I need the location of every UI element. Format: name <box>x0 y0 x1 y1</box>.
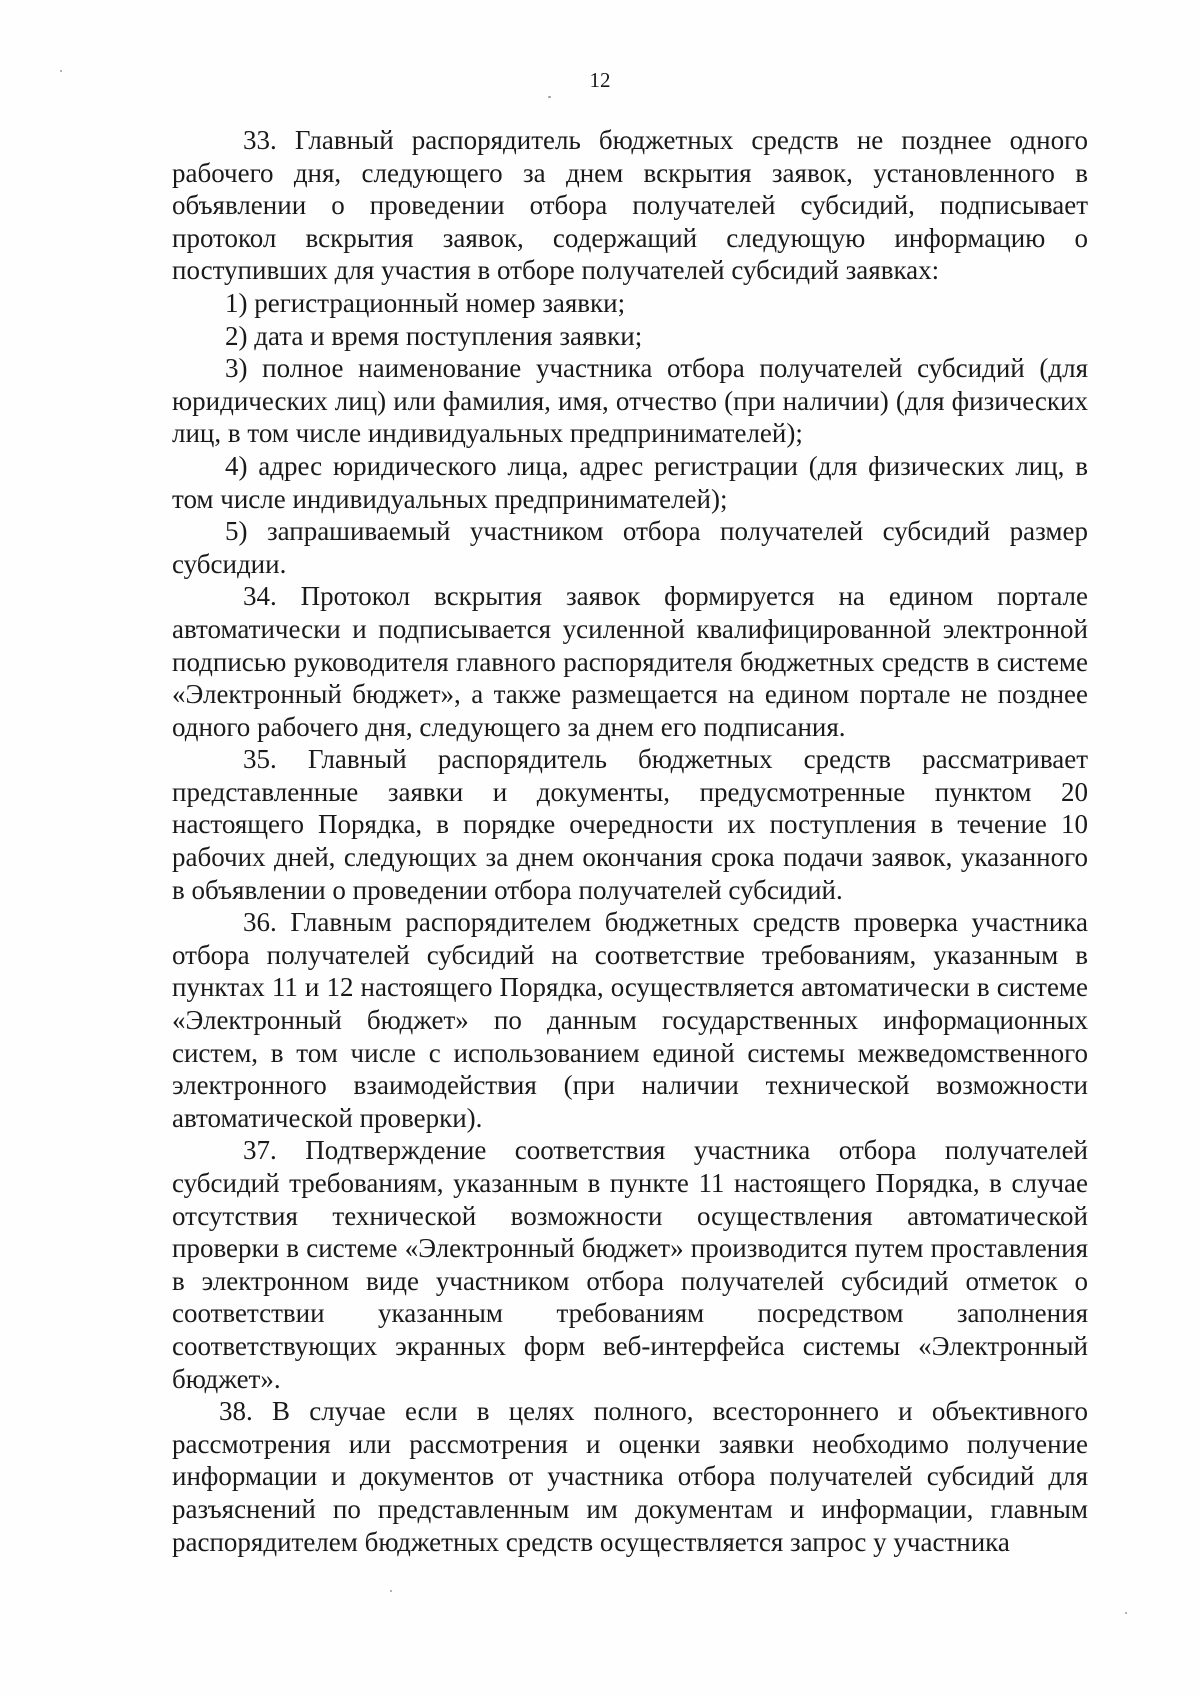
scan-speck <box>390 1590 392 1592</box>
paragraph-37: 37. Подтверждение соответствия участника отбора получателей субсидий требованиям, указанным в пункте 11 настоящего Порядка, в случае отсутствия технической возможности осуществления автоматической проверки в системе «Электронный бюджет» производится путем проставления в электронном виде участником отбора получателей субсидий отметок о соответствии указанным требованиям посредством заполнения соответствующих экранных форм веб-интерфейса системы «Электронный бюджет». <box>172 1135 1088 1394</box>
paragraph-38: 38. В случае если в целях полного, всестороннего и объективного рассмотрения или рассмотрения и оценки заявки необходимо получение информации и документов от участника отбора получателей субсидий для разъяснений по представленным им документам и информации, главным распорядителем бюджетных средств осуществляется запрос у участника <box>172 1396 1088 1557</box>
scan-speck <box>548 96 551 98</box>
paragraph-35: 35. Главный распорядитель бюджетных средств рассматривает представленные заявки и документы, предусмотренные пунктом 20 настоящего Порядка, в порядке очередности их поступления в течение 10 рабочих дней, следующих за днем окончания срока подачи заявок, указанного в объявлении о проведении отбора получателей субсидий. <box>172 744 1088 905</box>
scan-speck <box>60 70 62 72</box>
paragraph-33: 33. Главный распорядитель бюджетных средств не позднее одного рабочего дня, следующего за днем вскрытия заявок, установленного в объявлении о проведении отбора получателей субсидий, подписывает протокол вскрытия заявок, содержащий следующую информацию о поступивших для участия в отборе получателей субсидий заявках: <box>172 125 1088 286</box>
list-item-3: 3) полное наименование участника отбора получателей субсидий (для юридических лиц) или фамилия, имя, отчество (при наличии) (для физических лиц, в том числе индивидуальных предпринимателей); <box>172 353 1088 449</box>
list-item-2: 2) дата и время поступления заявки; <box>225 320 643 351</box>
list-item-5: 5) запрашиваемый участником отбора получателей субсидий размер субсидии. <box>172 516 1088 579</box>
document-body <box>172 124 1088 1558</box>
page-number: 12 <box>589 68 611 92</box>
paragraph-34: 34. Протокол вскрытия заявок формируется на едином портале автоматически и подписывается усиленной квалифицированной электронной подписью руководителя главного распорядителя бюджетных средств в системе «Электронный бюджет», а также размещается на едином портале не позднее одного рабочего дня, следующего за днем его подписания. <box>172 581 1088 742</box>
list-item-4: 4) адрес юридического лица, адрес регистрации (для физических лиц, в том числе индивидуальных предпринимателей); <box>172 450 1088 514</box>
scan-speck <box>1125 1612 1127 1614</box>
paragraph-36: 36. Главным распорядителем бюджетных средств проверка участника отбора получателей субсидий на соответствие требованиям, указанным в пунктах 11 и 12 настоящего Порядка, осуществляется автоматически в системе «Электронный бюджет» по данным государственных информационных систем, в том числе с использованием единой системы межведомственного электронного взаимодействия (при наличии технической возможности автоматической проверки). <box>172 907 1088 1133</box>
list-item-1: 1) регистрационный номер заявки; <box>225 287 626 318</box>
